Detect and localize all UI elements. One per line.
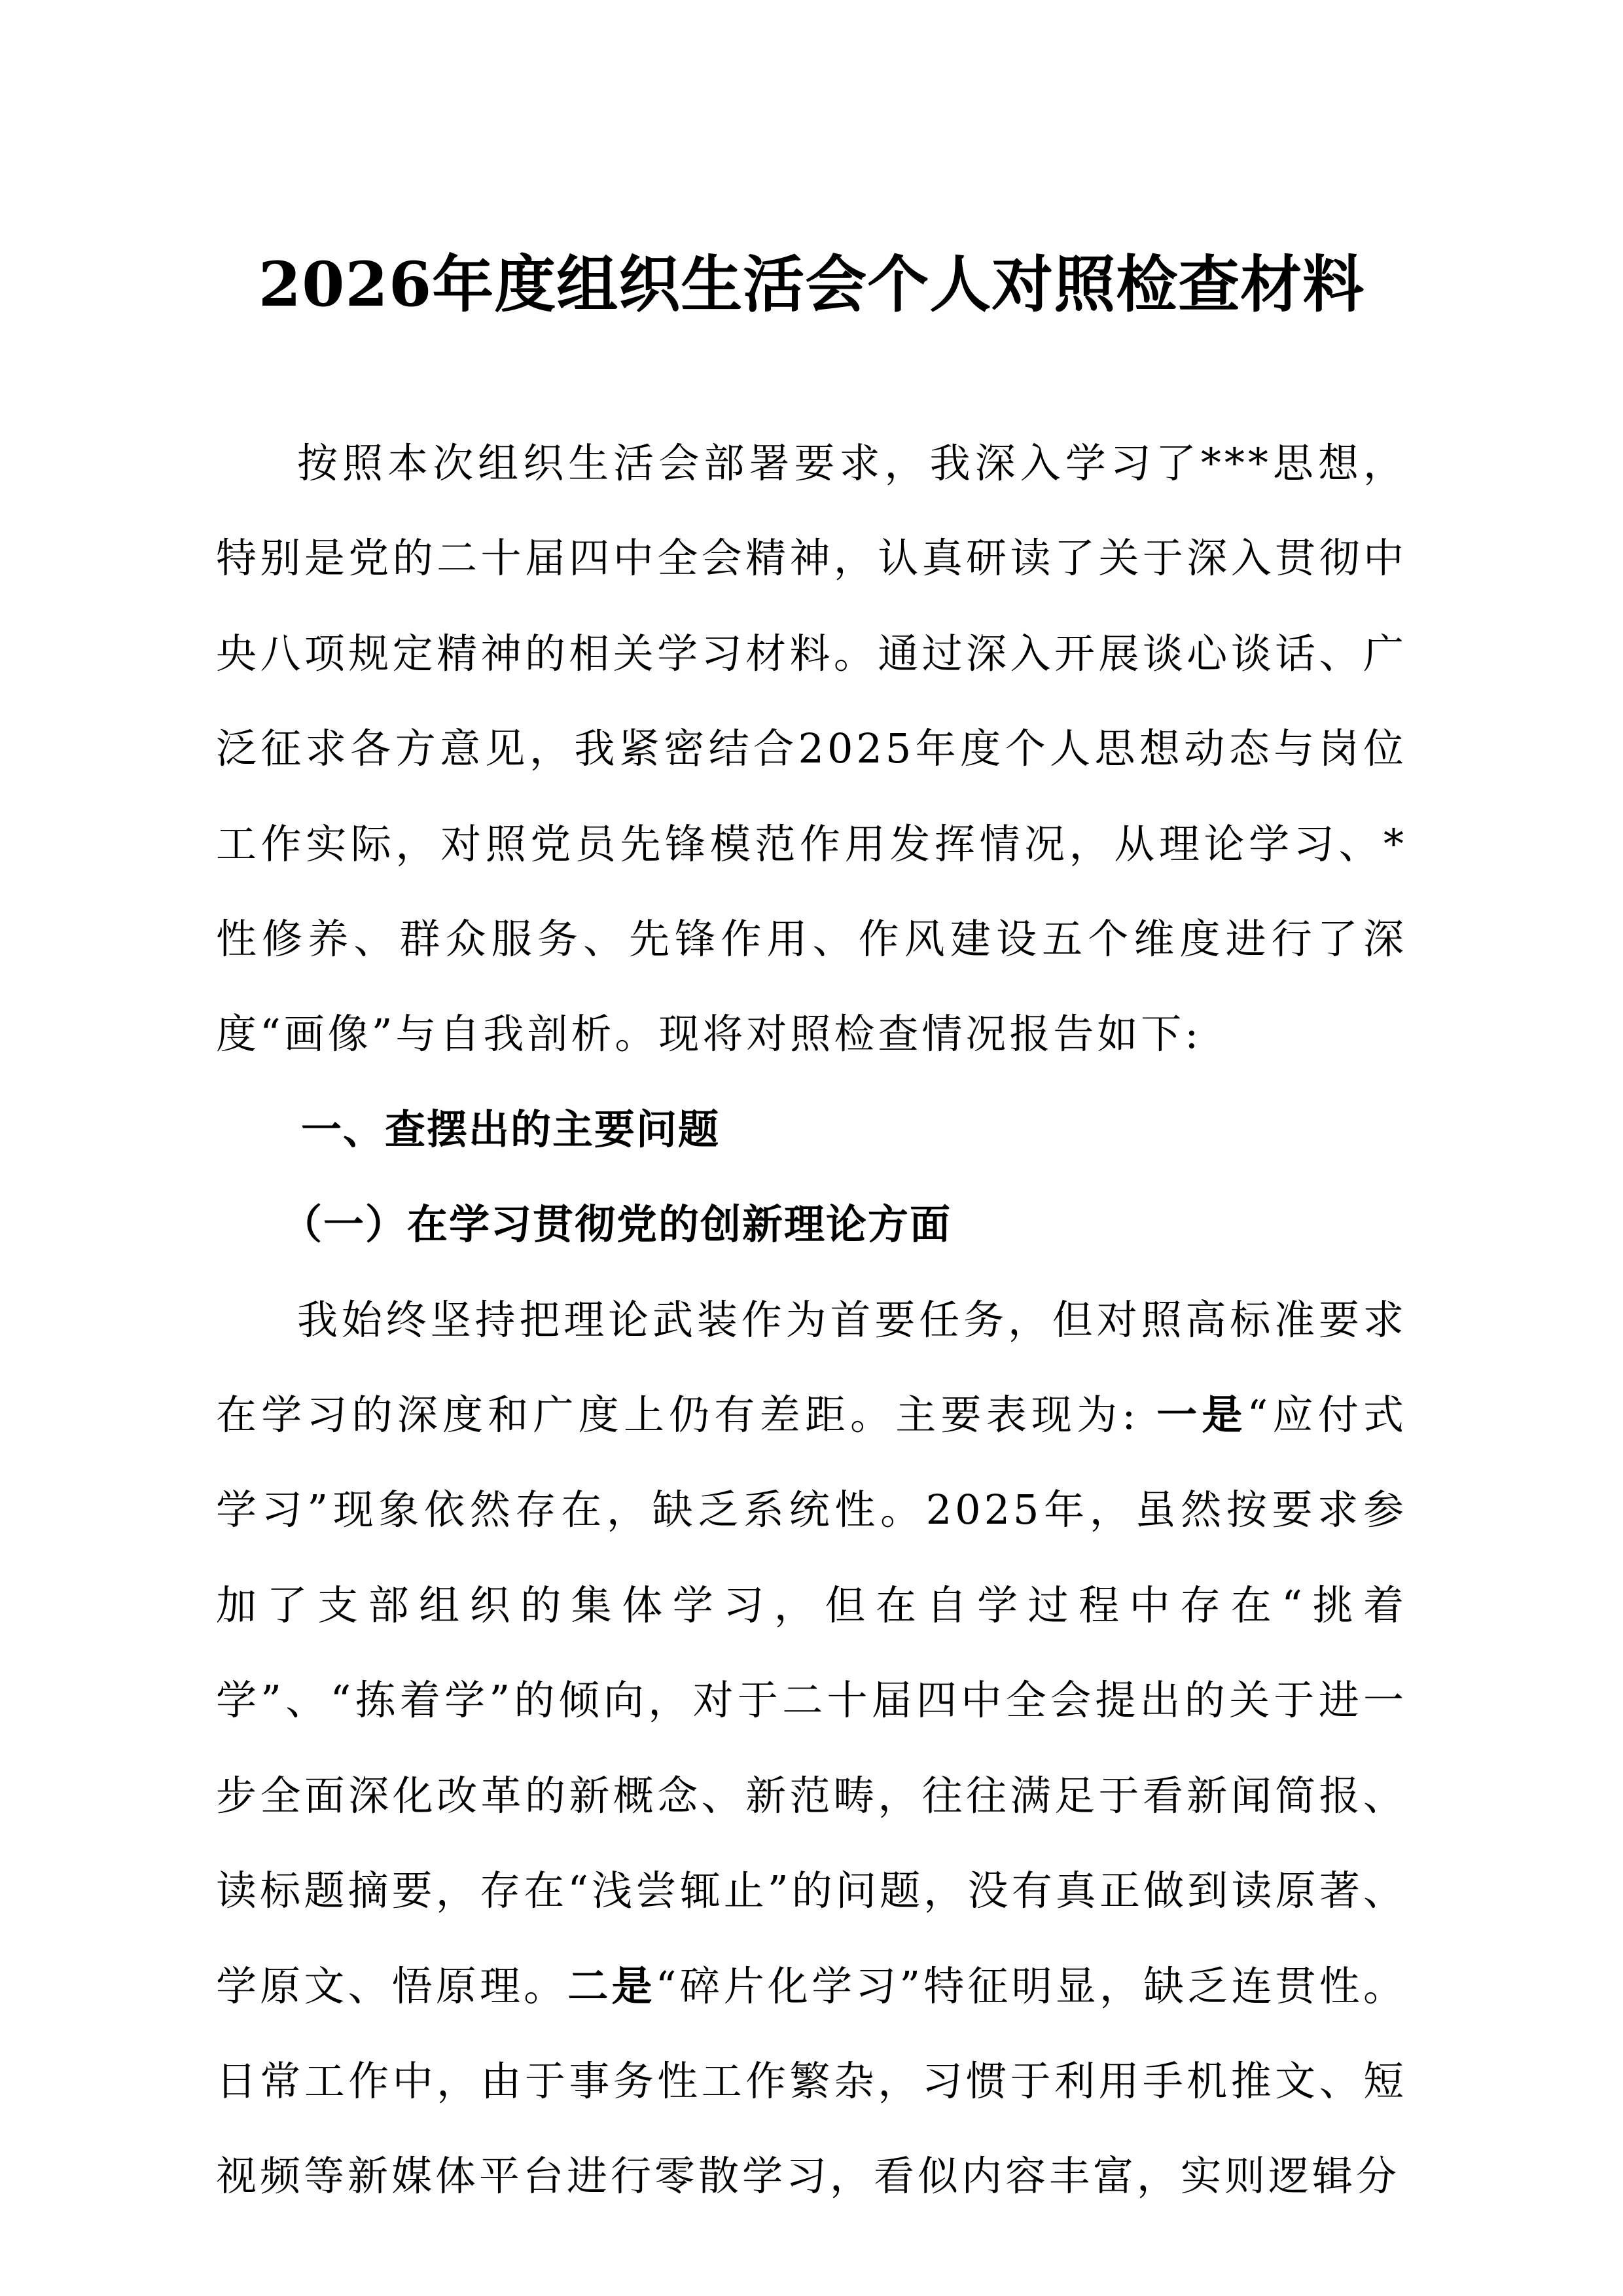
subsection-heading-theory-study: （一）在学习贯彻党的创新理论方面 bbox=[281, 1200, 952, 1249]
theory-study-paragraph bbox=[216, 1272, 1407, 2224]
intro-paragraph: 按照本次组织生活会部署要求，我深入学习了***思想，特别是党的二十届四中全会精神，认真研读了关于深入贯彻中央八项规定精神的相关学习材料。通过深入开展谈心谈话、广泛征求各方意见，我紧密结合2025年度个人思想动态与岗位工作实际，对照党员先锋模范作用发挥情况，从理论学习、*性修养、群众服务、先锋作用、作风建设五个维度进行了深度“画像”与自我剖析。现将对照检查情况报告如下: bbox=[216, 439, 1407, 1058]
section-heading-problems: 一、查摆出的主要问题 bbox=[301, 1105, 721, 1153]
document-title: 2026年度组织生活会个人对照检查材料 bbox=[258, 249, 1365, 321]
document-body bbox=[216, 416, 1407, 2224]
paragraph-text: “应付式学习”现象依然存在，缺乏系统性。2025年，虽然按要求参加了支部组织的集体学习，但在自学过程中存在“挑着学”、“拣着学”的倾向，对于二十届四中全会提出的关于进一步全面深化改革的新概念、新范畴，往往满足于看新闻简报、读标题摘要，存在“浅尝辄止”的问题，没有真正做到读原著、学原文、悟原理。 bbox=[216, 1391, 1407, 2010]
paragraph-text: 我始终坚持把理论武装作为首要任务，但对照高标准要求在学习的深度和广度上仍有差距。主要表现为: bbox=[216, 1295, 1407, 1439]
paragraph-text: “碎片化学习”特征明显，缺乏连贯性。日常工作中，由于事务性工作繁杂，习惯于利用手机推文、短视频等新媒体平台进行零散学习，看似内容丰富，实则逻辑分 bbox=[216, 1962, 1407, 2200]
point-label-second: 二是 bbox=[567, 1962, 656, 2010]
point-label-first: 一是 bbox=[1156, 1391, 1247, 1439]
